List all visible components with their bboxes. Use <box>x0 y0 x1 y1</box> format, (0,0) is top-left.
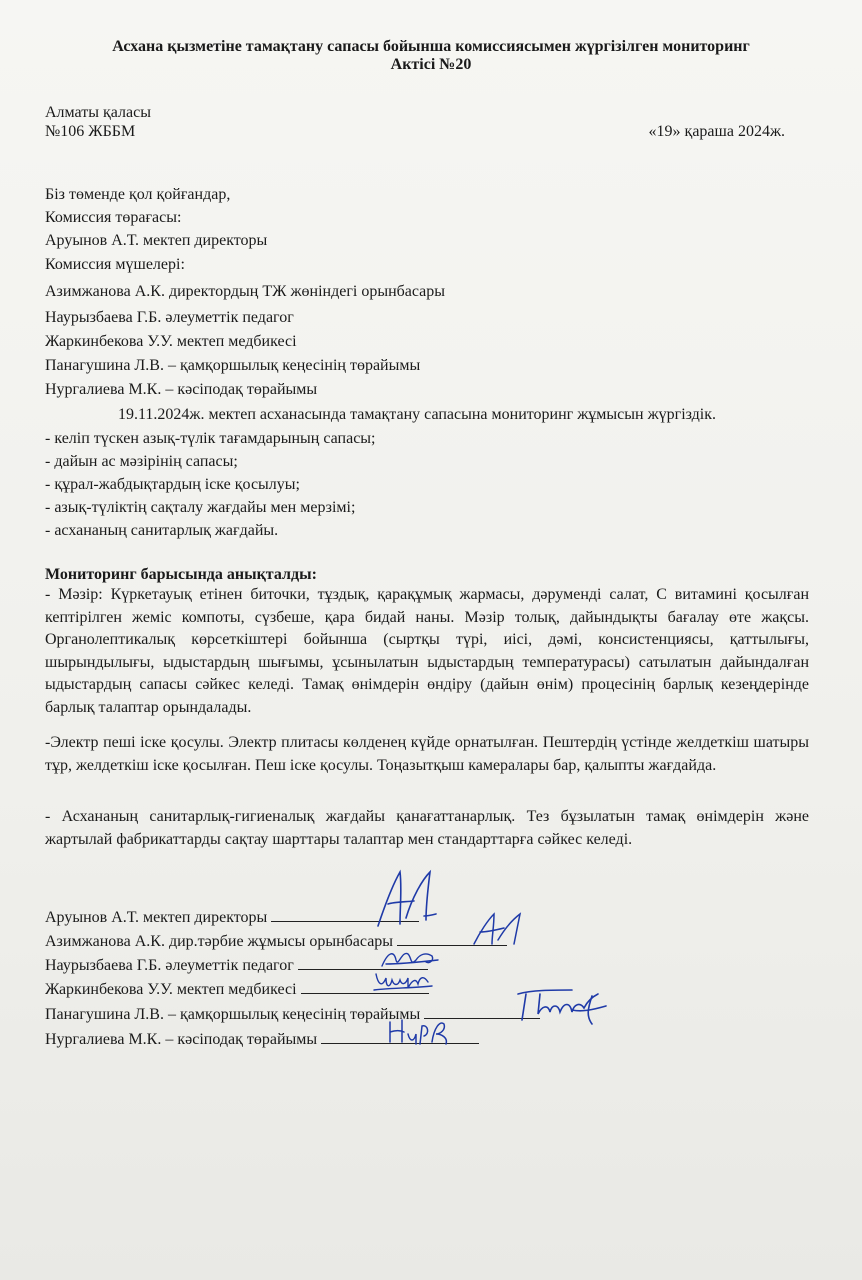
signature-nurse <box>372 968 434 994</box>
intro-line: Аруынов А.Т. мектеп директоры <box>45 232 268 249</box>
signature-row <box>45 953 428 977</box>
signatory-name: Жаркинбекова У.У. мектеп медбикесі <box>45 981 297 998</box>
signature-row <box>45 1002 540 1026</box>
document-date: «19» қараша 2024ж. <box>648 123 785 140</box>
intro-line: Панагушина Л.В. – қамқоршылық кеңесінің төрайымы <box>45 357 421 374</box>
findings-paragraph-menu: - Мәзір: Күркетауық етінен биточки, тұздық, қарақұмық жармасы, дәрумендi салат, С витаминi қосылған кептiрiлген жемiс компоты, сүзбеше, қара бидай наны. Мәзір толық, дайындықты бағалау өте жақсы. Органолептикалық көрсеткіштері бойынша (сыртқы түрі, иісі, дәмі, консистенциясы, қаттылығы, шырындылығы, ыдыстардың шығымы, ұсынылатын ыдыстардың температурасы) сатылатын дайындалған ыдыстардың сапасы сәйкес келеді. Тамақ өнімдерін өндіру (дайын өнім) процесінің барлық кезеңдерінде барлық талаптар орындалады. <box>45 586 809 716</box>
signatory-name: Нургалиева М.К. – кәсіподақ төрайымы <box>45 1031 318 1048</box>
intro-line: Комиссия мүшелері: <box>45 256 185 273</box>
intro-line: Жаркинбекова У.У. мектеп медбикесі <box>45 333 297 350</box>
intro-line: Азимжанова А.К. директордың ТЖ жөніндегі орынбасары <box>45 283 446 300</box>
signatory-name: Аруынов А.Т. мектеп директоры <box>45 909 268 926</box>
title-line-1: Асхана қызметіне тамақтану сапасы бойынша комиссиясымен жүргізілген мониторинг <box>112 38 750 55</box>
findings-paragraph-sanitary: - Асхананың санитарлық-гигиеналық жағдайы қанағаттанарлық. Тез бұзылатын тамақ өнімдерін және жартылай фабрикаттарды сақтау шарттары талаптар мен стандарттарға сәйкес келеді. <box>45 808 809 848</box>
checklist-item: - азық-түліктің сақталу жағдайы мен мерзімі; <box>45 499 356 516</box>
signatory-name: Азимжанова А.К. дир.тәрбие жұмысы орынбасары <box>45 933 394 950</box>
signature-director <box>370 868 440 930</box>
document-title <box>40 38 822 74</box>
findings-paragraph-equipment: -Электр пеші іске қосулы. Электр плитасы көлденең күйде орнатылған. Пештердің үстінде желдеткіш шатыры тұр, желдеткіш іске қосылған. Пеш іске қосулы. Тоңазытқыш камералары бар, қалыпты жағдайда. <box>45 734 809 774</box>
signature-board-chair <box>512 986 612 1026</box>
school-name: №106 ЖББМ <box>45 123 136 140</box>
findings-heading: Мониторинг барысында анықталды: <box>45 566 317 583</box>
title-line-2: Актісі №20 <box>390 56 472 73</box>
signatory-name: Панагушина Л.В. – қамқоршылық кеңесінің төрайымы <box>45 1006 421 1023</box>
checklist-item: - дайын ас мәзірінің сапасы; <box>45 453 238 470</box>
intro-line: Наурызбаева Г.Б. әлеуметтік педагог <box>45 309 294 326</box>
intro-line: Комиссия төрағасы: <box>45 209 182 226</box>
monitoring-statement: 19.11.2024ж. мектеп асханасында тамақтану сапасына мониторинг жұмысын жүргіздік. <box>118 406 717 423</box>
checklist-item: - келіп түскен азық-түлік тағамдарының сапасы; <box>45 430 376 447</box>
checklist-item: - асхананың санитарлық жағдайы. <box>45 522 279 539</box>
signature-union-chair <box>384 1016 454 1050</box>
signatory-name: Наурызбаева Г.Б. әлеуметтік педагог <box>45 957 294 974</box>
checklist-item: - құрал-жабдықтардың іске қосылуы; <box>45 476 300 493</box>
intro-line: Нургалиева М.К. – кәсіподақ төрайымы <box>45 381 318 398</box>
signature-row <box>45 905 419 929</box>
signature-row <box>45 977 429 1001</box>
city: Алматы қаласы <box>45 104 151 121</box>
signature-deputy <box>470 910 526 950</box>
intro-line: Біз төменде қол қойғандар, <box>45 186 231 203</box>
